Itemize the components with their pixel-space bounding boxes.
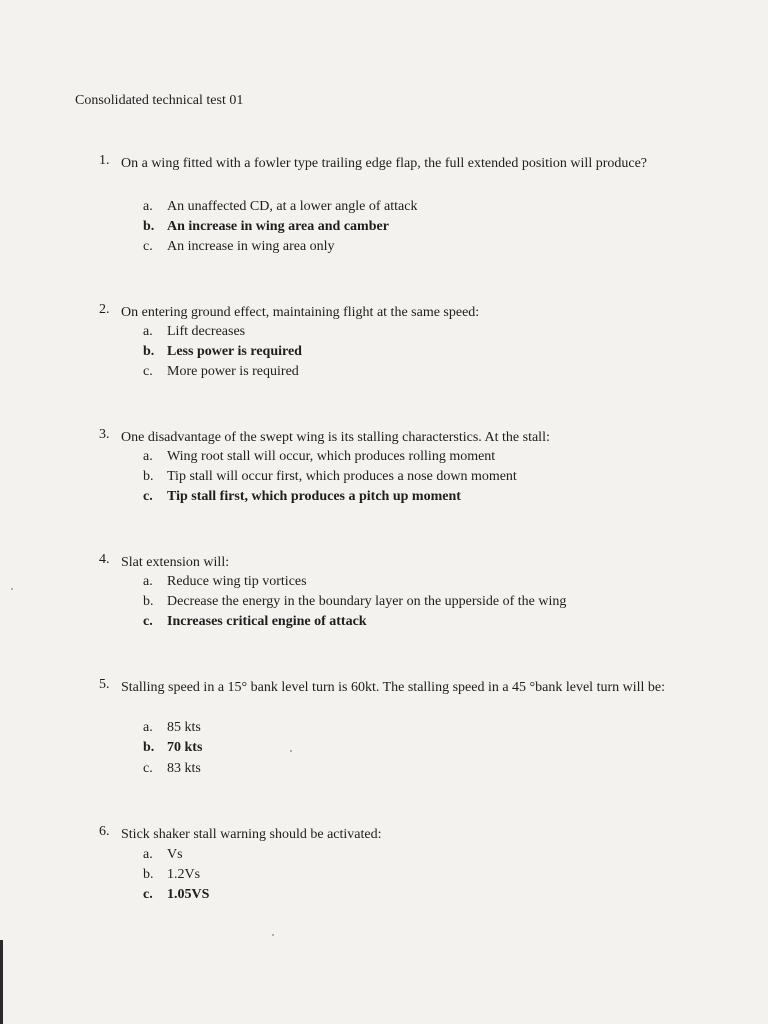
option-c: c. Increases critical engine of attack (143, 614, 367, 629)
question-number: 2. (99, 302, 110, 317)
question-stem: Stalling speed in a 15° bank level turn is 60kt. The stalling speed in a 45 °bank level turn will be: (121, 680, 666, 695)
option-c: c. 1.05VS (143, 887, 210, 902)
option-c: c. 83 kts (143, 761, 201, 776)
option-c: c. More power is required (143, 364, 299, 379)
question-number: 6. (99, 824, 110, 839)
option-a: a. Wing root stall will occur, which produces rolling moment (143, 449, 496, 464)
option-b: b. Less power is required (143, 344, 302, 359)
question-stem: Slat extension will: (121, 555, 230, 570)
scan-speck (290, 750, 292, 752)
option-c: c. An increase in wing area only (143, 239, 335, 254)
option-b: b. Tip stall will occur first, which produces a nose down moment (143, 469, 517, 484)
scan-speck (11, 588, 13, 590)
scan-speck (272, 934, 274, 936)
option-b: b. 70 kts (143, 740, 203, 755)
option-a: a. Lift decreases (143, 324, 246, 339)
question-stem: On a wing fitted with a fowler type trailing edge flap, the full extended position will produce? (121, 156, 648, 171)
option-a: a. Vs (143, 847, 183, 862)
option-a: a. Reduce wing tip vortices (143, 574, 307, 589)
question-stem: On entering ground effect, maintaining flight at the same speed: (121, 305, 480, 320)
option-a: a. 85 kts (143, 720, 201, 735)
scan-edge-line (0, 940, 3, 1024)
question-number: 5. (99, 677, 110, 692)
option-b: b. 1.2Vs (143, 867, 201, 882)
question-stem: Stick shaker stall warning should be activated: (121, 827, 382, 842)
option-b: b. An increase in wing area and camber (143, 219, 389, 234)
question-number: 1. (99, 153, 110, 168)
question-number: 3. (99, 427, 110, 442)
page-title: Consolidated technical test 01 (75, 93, 244, 108)
option-a: a. An unaffected CD, at a lower angle of attack (143, 199, 418, 214)
option-c: c. Tip stall first, which produces a pitch up moment (143, 489, 461, 504)
option-b: b. Decrease the energy in the boundary layer on the upperside of the wing (143, 594, 567, 609)
question-number: 4. (99, 552, 110, 567)
question-stem: One disadvantage of the swept wing is its stalling characterstics. At the stall: (121, 430, 550, 445)
